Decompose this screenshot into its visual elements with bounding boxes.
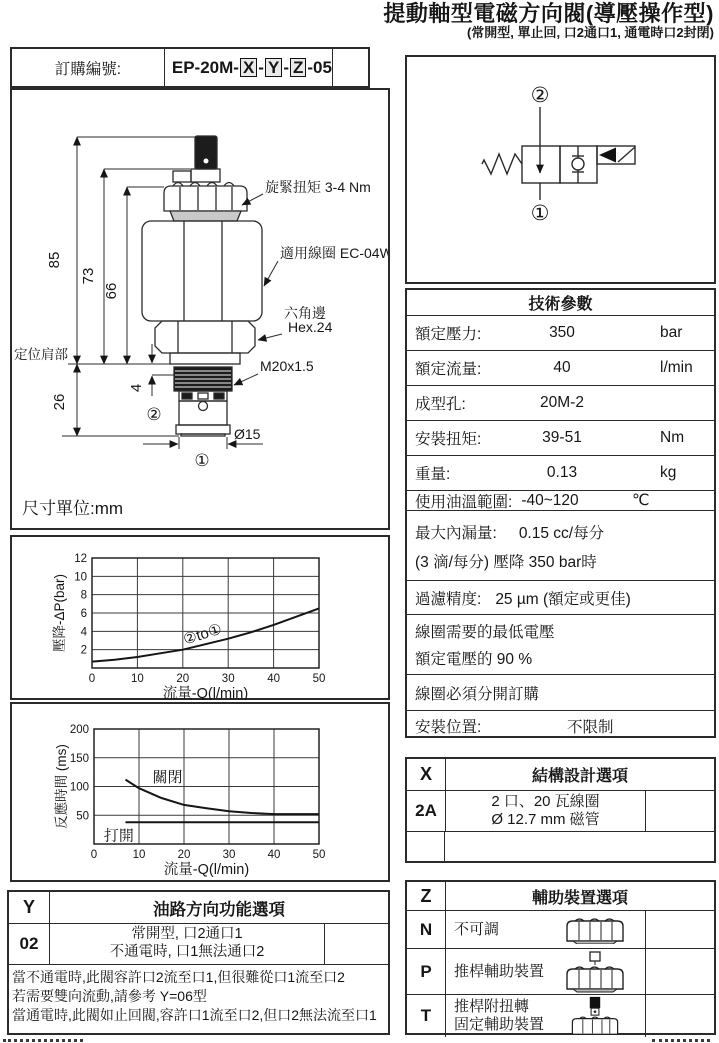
option-x-header — [407, 759, 714, 791]
tech-row-weight — [407, 456, 714, 491]
svg-text:20: 20 — [176, 673, 190, 685]
page-title: 提動軸型電磁方向閥(導壓操作型) — [383, 1, 714, 26]
dim-73: 73 — [80, 267, 97, 285]
symbol-port1: ① — [530, 202, 550, 225]
option-t-label-line1: 推桿附扭轉 — [454, 998, 530, 1016]
option-z-empty-cell — [646, 911, 714, 948]
order-code-z: Z — [290, 58, 306, 77]
option-y-title: 油路方向功能選項 — [153, 900, 285, 919]
tech-row-torque — [407, 421, 714, 456]
row-label: 額定壓力: — [415, 326, 482, 343]
option-y-code: Y — [9, 892, 50, 923]
svg-text:10: 10 — [132, 849, 146, 861]
option-y-header — [9, 892, 388, 924]
order-code-sep2: - — [283, 57, 289, 77]
row-unit: bar — [660, 324, 683, 341]
page-subtitle: (常開型, 單止回, 口2通口1, 通電時口2封閉) — [466, 25, 714, 41]
row-value: -40~120 — [521, 491, 579, 509]
order-code-suffix: -05 — [307, 57, 332, 77]
svg-text:20: 20 — [177, 849, 191, 861]
row-unit: kg — [660, 464, 677, 481]
svg-text:10: 10 — [131, 673, 144, 685]
shoulder-label: 定位肩部 — [14, 347, 68, 362]
option-z-row-n — [407, 911, 714, 949]
row-label: 額定流量: — [415, 361, 482, 378]
order-code — [165, 49, 333, 86]
row-value: 350 — [549, 324, 575, 341]
svg-text:流量-Q(l/min): 流量-Q(l/min) — [163, 862, 250, 878]
coil-order-note: 線圈必須分開訂購 — [415, 685, 540, 703]
order-number-label: 訂購編號: — [12, 49, 165, 86]
row-value: 39-51 — [542, 429, 582, 446]
svg-text:200: 200 — [69, 724, 89, 736]
row-value: 20M-2 — [540, 394, 584, 411]
tech-row-mounting — [407, 711, 714, 741]
svg-text:150: 150 — [69, 752, 89, 765]
svg-text:壓降-ΔP(bar): 壓降-ΔP(bar) — [52, 573, 67, 653]
tech-row-voltage — [407, 615, 714, 675]
svg-text:40: 40 — [267, 673, 280, 685]
response-time-chart — [12, 704, 388, 880]
diameter-label: Ø15 — [234, 426, 261, 442]
option-02-line2: 不通電時, 口1無法通口2 — [109, 944, 265, 960]
filtration-label: 過濾精度: — [415, 590, 482, 608]
thread-label: M20x1.5 — [260, 358, 314, 374]
option-z-table — [405, 880, 716, 1035]
dim-66: 66 — [103, 282, 120, 300]
row-label: 安裝扭矩: — [415, 431, 482, 448]
row-unit: ℃ — [632, 492, 650, 509]
mounting-value: 不限制 — [567, 719, 614, 736]
option-2a-line1: 2 口、20 瓦線圈 — [491, 792, 600, 810]
dimension-lines — [62, 137, 282, 449]
option-2a-line2: Ø 12.7 mm 磁管 — [491, 811, 600, 828]
svg-text:12: 12 — [74, 553, 87, 565]
coil-nut-knurled-icon — [562, 996, 628, 1036]
svg-text:30: 30 — [222, 849, 236, 861]
dimension-labels — [46, 252, 145, 411]
coil-nut-pin-icon — [562, 951, 628, 993]
option-z-row-t — [407, 995, 714, 1037]
tech-row-flow — [407, 351, 714, 386]
svg-text:30: 30 — [221, 673, 235, 685]
svg-text:流量-Q(l/min): 流量-Q(l/min) — [162, 686, 249, 700]
order-code-y: Y — [265, 58, 282, 77]
option-code-p: P — [407, 949, 446, 994]
option-n-label: 不可調 — [454, 920, 500, 938]
row-label: 重量: — [415, 466, 451, 483]
option-z-code: Z — [407, 882, 446, 910]
coil-nut-icon — [562, 916, 628, 944]
row-label: 使用油溫範圍: — [415, 493, 513, 511]
option-z-row-p — [407, 949, 714, 995]
svg-text:50: 50 — [312, 673, 326, 685]
svg-text:0: 0 — [88, 673, 96, 685]
option-z-empty-cell — [646, 949, 714, 994]
option-x-table — [405, 757, 716, 863]
tech-row-leakage — [407, 511, 714, 581]
pressure-drop-chart-panel — [10, 535, 390, 700]
option-p-icon-cell — [545, 949, 645, 994]
option-x-code: X — [407, 759, 446, 790]
unit-note: 尺寸單位:mm — [22, 499, 124, 518]
option-code-02: 02 — [9, 924, 50, 964]
valve-section-drawing — [12, 90, 388, 528]
option-x-title: 結構設計選項 — [531, 768, 628, 785]
option-code-2a: 2A — [407, 791, 446, 831]
hydraulic-symbol — [407, 57, 714, 282]
footer-right-fragment — [652, 1039, 710, 1042]
port1-marker: ① — [194, 451, 210, 470]
order-empty-cell — [333, 49, 368, 86]
svg-text:6: 6 — [80, 608, 87, 620]
filtration-value: 25 µm (額定或更佳) — [495, 590, 631, 608]
svg-text:100: 100 — [69, 781, 89, 794]
option-y-note-1: 當不通電時,此閥容許口2流至口1,但很難從口1流至口2 — [12, 969, 345, 985]
row-value: 0.13 — [546, 464, 578, 481]
order-number-box — [10, 47, 370, 88]
svg-text:2: 2 — [80, 644, 87, 657]
voltage-line1: 線圈需要的最低電壓 — [415, 624, 555, 641]
option-t-icon-cell — [545, 995, 645, 1037]
order-code-x: X — [240, 58, 257, 77]
option-y-note-3: 當通電時,此閥如止回閥,容許口1流至口2,但口2無法流至口1 — [12, 1006, 377, 1023]
leakage-label: 最大內漏量: — [415, 525, 497, 542]
symbol-port2: ② — [530, 84, 550, 107]
option-z-header — [407, 882, 714, 911]
row-value: 40 — [553, 359, 571, 376]
hex-label-line1: 六角邊 — [284, 305, 326, 321]
response-time-chart-panel — [10, 702, 390, 882]
svg-text:打開: 打開 — [103, 827, 134, 845]
svg-text:50: 50 — [76, 810, 89, 823]
pressure-drop-chart — [12, 537, 388, 700]
voltage-line2: 額定電壓的 90 % — [415, 651, 533, 668]
tech-params-title: 技術參數 — [407, 290, 714, 316]
option-y-empty-cell — [325, 924, 388, 964]
order-code-sep1: - — [258, 57, 264, 77]
row-unit: l/min — [660, 359, 693, 376]
option-y-table — [7, 890, 390, 1035]
option-x-blank-row — [407, 832, 714, 861]
valve-body-outline — [142, 136, 262, 436]
option-n-icon-cell — [545, 911, 645, 948]
tech-row-temp — [407, 491, 714, 511]
tech-row-filtration — [407, 581, 714, 615]
option-y-row-02 — [9, 924, 388, 965]
torque-label: 旋緊扭矩 3-4 Nm — [265, 179, 371, 195]
option-z-empty-cell — [646, 995, 714, 1037]
option-x-row-2a — [407, 791, 714, 832]
svg-text:關閉: 關閉 — [152, 768, 183, 786]
row-unit: Nm — [660, 429, 685, 446]
dimension-drawing-panel — [10, 88, 390, 530]
tech-row-cavity — [407, 386, 714, 421]
option-y-note-2: 若需要雙向流動,請參考 Y=06型 — [12, 987, 207, 1004]
leakage-value: 0.15 cc/每分 — [518, 525, 605, 542]
option-02-line1: 常開型, 口2通口1 — [131, 926, 243, 943]
svg-text:②to①: ②to① — [181, 620, 224, 649]
svg-text:0: 0 — [90, 849, 98, 861]
svg-text:40: 40 — [267, 849, 281, 861]
option-y-notes — [9, 965, 388, 1024]
order-code-prefix: EP-20M- — [171, 57, 239, 77]
option-z-title: 輔助裝置選項 — [531, 889, 628, 907]
title-block — [383, 2, 714, 40]
svg-text:50: 50 — [312, 849, 326, 861]
port-markers — [146, 405, 209, 470]
hydraulic-symbol-panel — [405, 55, 716, 284]
dim-26: 26 — [51, 393, 68, 411]
option-code-n: N — [407, 911, 446, 948]
option-p-label: 推桿輔助裝置 — [454, 962, 545, 980]
svg-text:8: 8 — [80, 589, 87, 602]
tech-params-table — [405, 288, 716, 738]
mounting-label: 安裝位置: — [415, 719, 482, 736]
leakage-note: (3 滴/每分) 壓降 350 bar時 — [415, 554, 597, 571]
footer-left-fragment — [3, 1039, 83, 1042]
svg-text:反應時間 (ms): 反應時間 (ms) — [54, 744, 69, 829]
row-label: 成型孔: — [415, 396, 466, 413]
option-t-label-line2: 固定輔助裝置 — [454, 1016, 545, 1033]
dim-85: 85 — [46, 251, 63, 269]
option-code-t: T — [407, 995, 446, 1037]
coil-label: 適用線圈 EC-04W — [280, 245, 388, 261]
tech-row-coil-note — [407, 675, 714, 711]
port2-marker: ② — [146, 405, 162, 424]
dim-4: 4 — [128, 383, 145, 393]
tech-row-pressure — [407, 316, 714, 351]
option-x-empty-cell — [646, 791, 714, 831]
hex-label-line2: Hex.24 — [288, 319, 333, 335]
svg-text:10: 10 — [74, 571, 87, 584]
svg-text:4: 4 — [80, 626, 87, 639]
